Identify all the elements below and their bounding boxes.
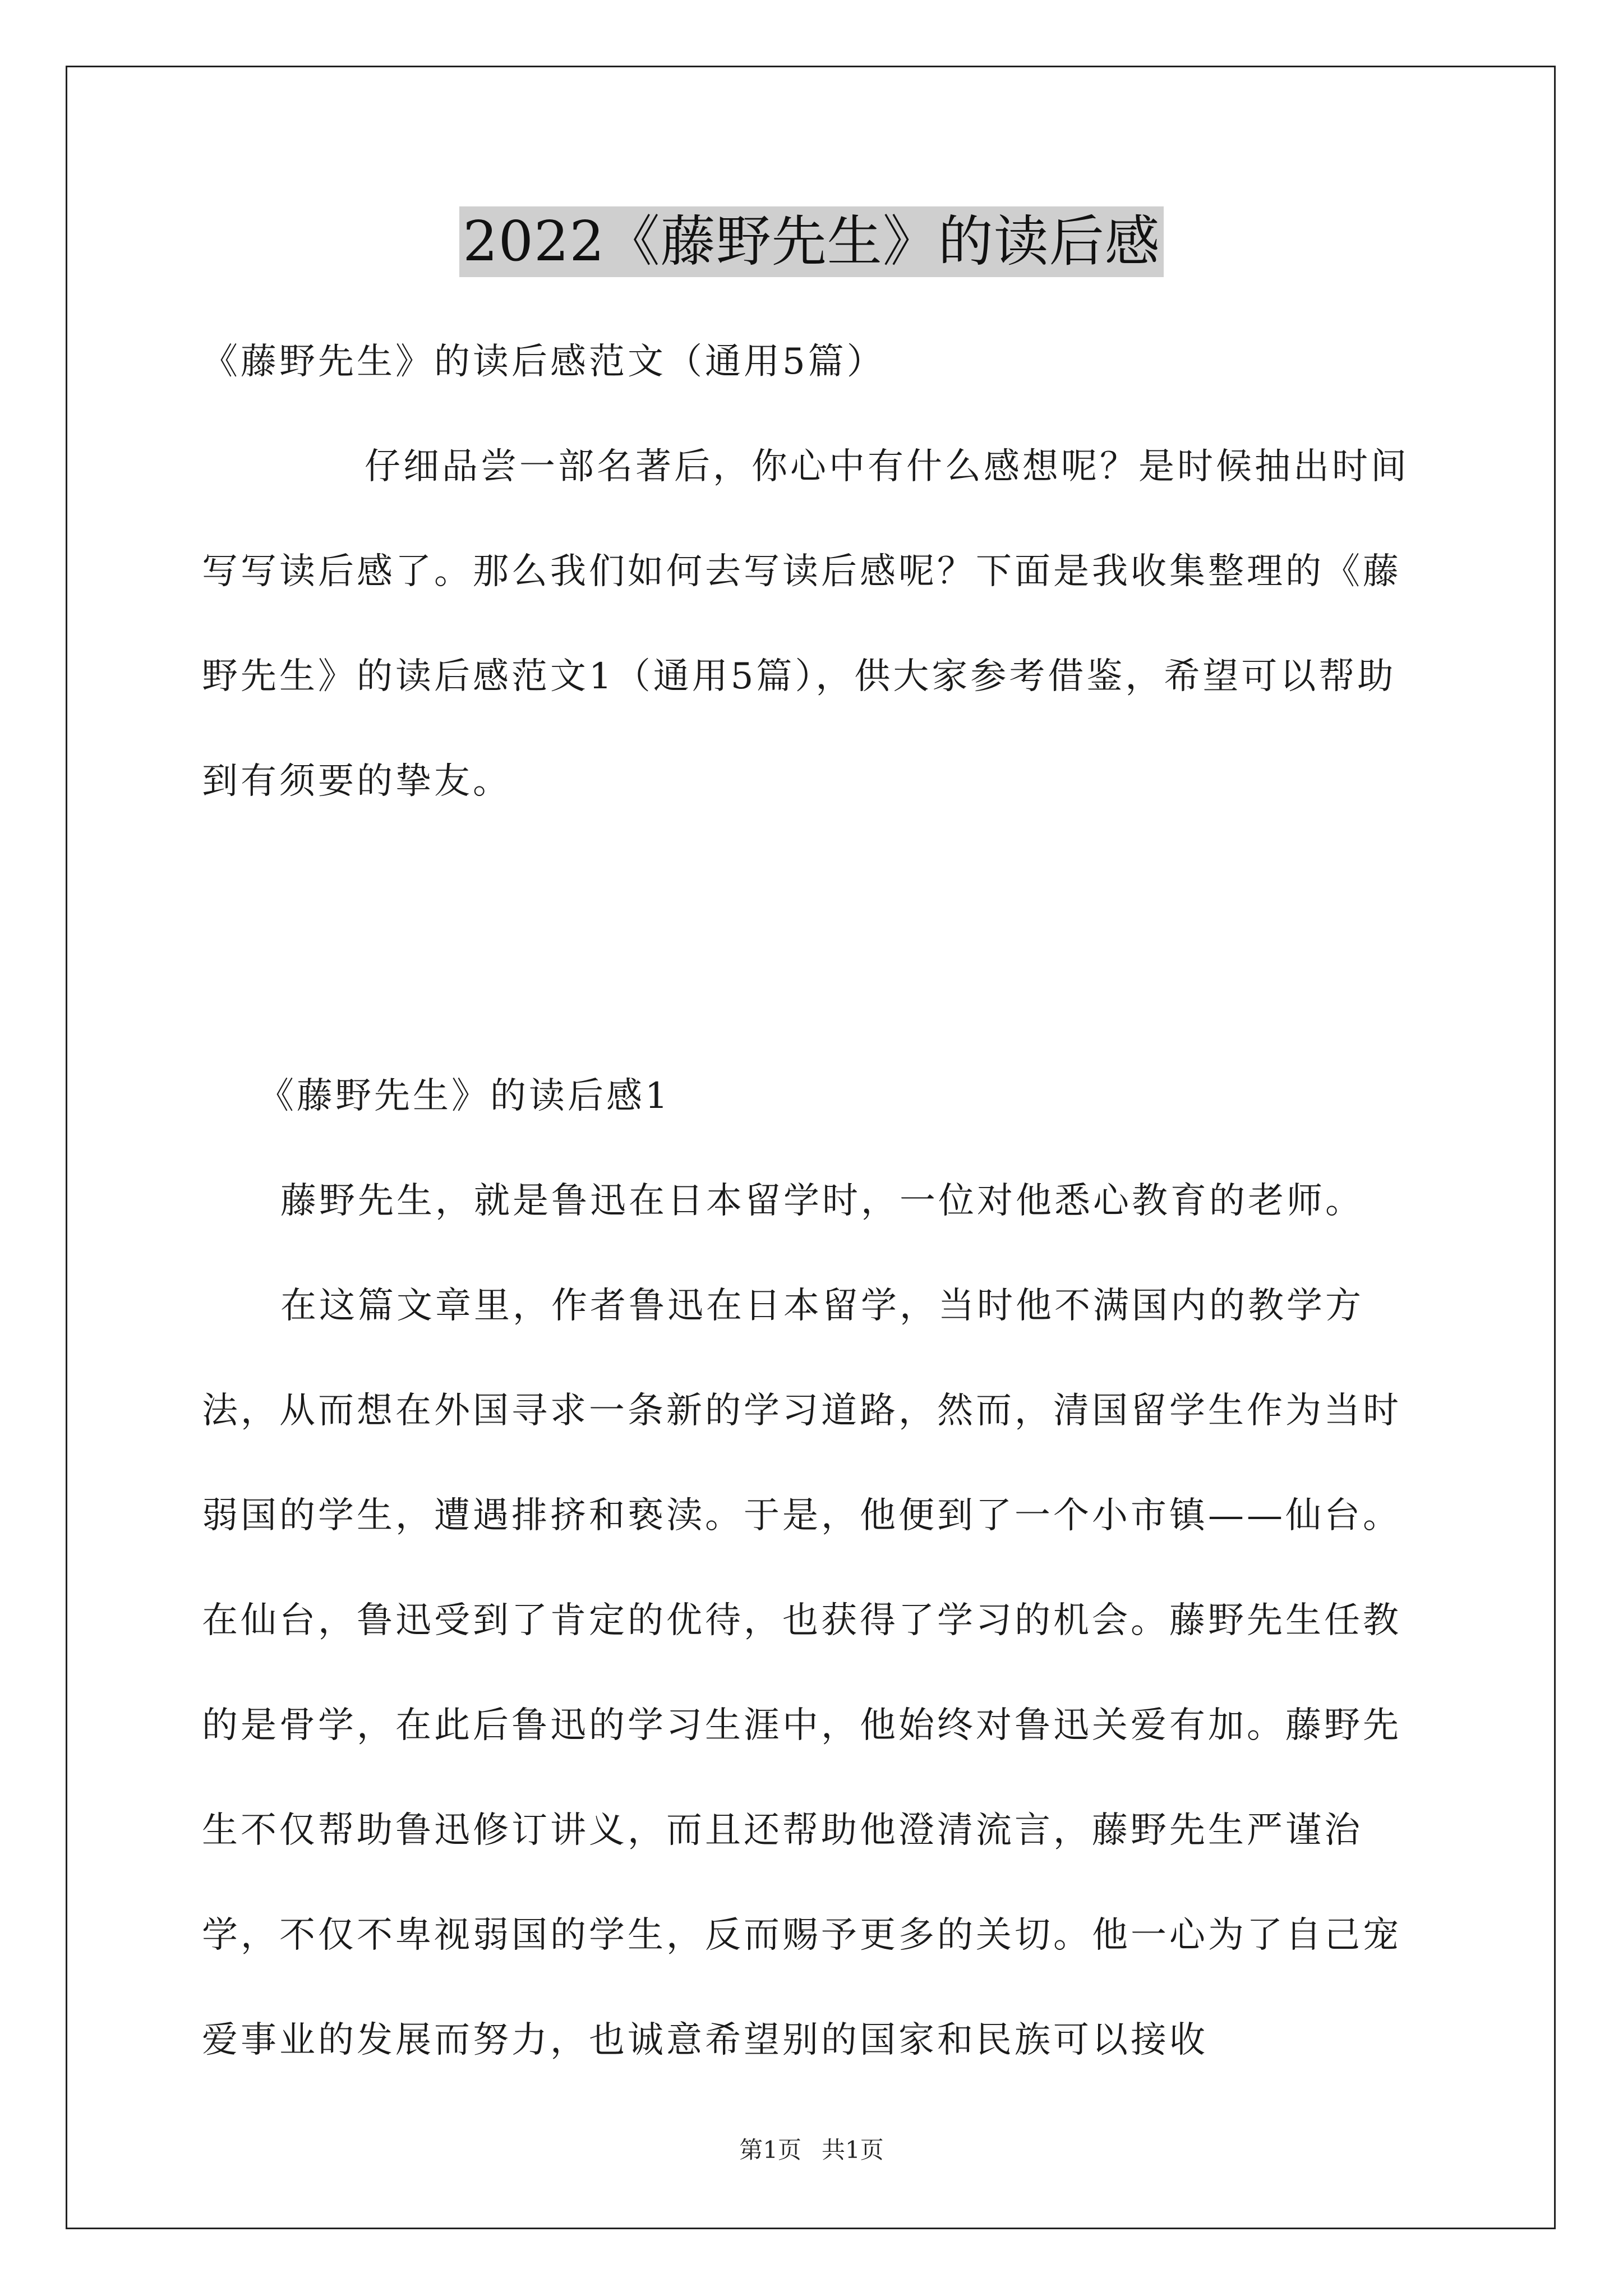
document-body [202,310,1430,2093]
page-number: 第1页 [739,2136,801,2164]
title-container [0,206,1623,277]
document-title: 2022《藤野先生》的读后感 [459,206,1163,277]
document-subtitle: 《藤野先生》的读后感范文（通用5篇） [202,341,886,383]
body-paragraph-1: 藤野先生，就是鲁迅在日本留学时，一位对他悉心教育的老师。 [280,1180,1364,1222]
intro-paragraph: 仔细品尝一部名著后，你心中有什么感想呢？是时候抽出时间写写读后感了。那么我们如何去写读后感呢？下面是我收集整理的《藤野先生》的读后感范文1（通用5篇），供大家参考借鉴，希望可以帮助到有须要的挚友。 [202,446,1409,802]
body-paragraph-2: 在这篇文章里，作者鲁迅在日本留学，当时他不满国内的教学方法，从而想在外国寻求一条新的学习道路，然而，清国留学生作为当时弱国的学生，遭遇排挤和亵渎。于是，他便到了一个小市镇——仙台。在仙台，鲁迅受到了肯定的优待，也获得了学习的机会。藤野先生任教的是骨学，在此后鲁迅的学习生涯中，他始终对鲁迅关爱有加。藤野先生不仅帮助鲁迅修订讲义，而且还帮助他澄清流言，藤野先生严谨治学，不仅不卑视弱国的学生，反而赐予更多的关切。他一心为了自己宠爱事业的发展而努力，也诚意希望别的国家和民族可以接收 [202,1285,1401,2061]
page-footer [0,2132,1623,2165]
section-heading: 《藤野先生》的读后感1 [258,1075,671,1117]
page-total: 共1页 [822,2136,884,2164]
